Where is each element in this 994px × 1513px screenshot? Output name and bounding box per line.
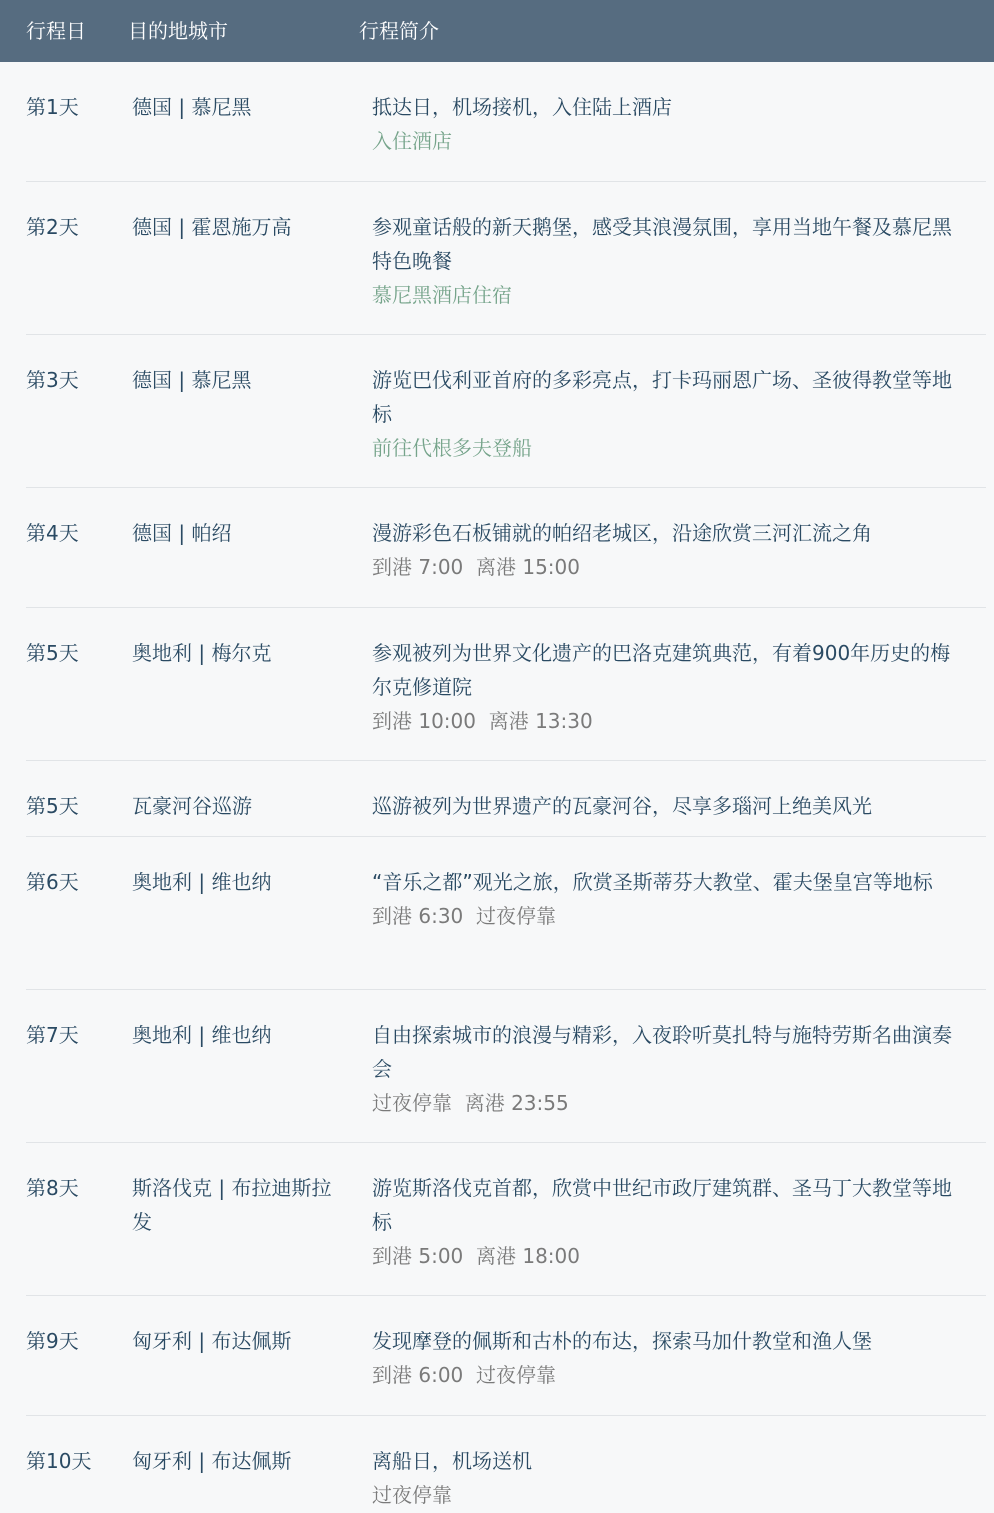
lodging-note: 入住酒店 bbox=[372, 129, 452, 153]
description-text: 巡游被列为世界遗产的瓦豪河谷，尽享多瑙河上绝美风光 bbox=[372, 794, 872, 818]
row-description bbox=[372, 210, 962, 312]
row-day: 第9天 bbox=[26, 1329, 79, 1353]
description-text: 离船日，机场送机 bbox=[372, 1449, 532, 1473]
row-description bbox=[372, 516, 962, 584]
table-row bbox=[26, 335, 986, 488]
row-description bbox=[372, 1171, 962, 1273]
row-description bbox=[372, 789, 962, 823]
row-day: 第6天 bbox=[26, 870, 79, 894]
lodging-note: 慕尼黑酒店住宿 bbox=[372, 283, 512, 307]
row-day: 第4天 bbox=[26, 521, 79, 545]
table-row bbox=[26, 1416, 986, 1513]
row-destination: 奥地利 | 维也纳 bbox=[132, 1023, 272, 1047]
table-row bbox=[26, 761, 986, 837]
description-text: 游览斯洛伐克首都，欣赏中世纪市政厅建筑群、圣马丁大教堂等地标 bbox=[372, 1176, 952, 1234]
row-destination: 奥地利 | 维也纳 bbox=[132, 870, 272, 894]
row-description bbox=[372, 1324, 962, 1392]
row-day: 第5天 bbox=[26, 794, 79, 818]
row-destination: 匈牙利 | 布达佩斯 bbox=[132, 1329, 292, 1353]
row-destination: 德国 | 慕尼黑 bbox=[132, 368, 252, 392]
table-row bbox=[26, 488, 986, 608]
port-times-note: 到港 10:00 离港 13:30 bbox=[372, 709, 593, 733]
port-times-note: 到港 5:00 离港 18:00 bbox=[372, 1244, 580, 1268]
port-times-note: 到港 6:30 过夜停靠 bbox=[372, 904, 556, 928]
port-times-note: 到港 6:00 过夜停靠 bbox=[372, 1363, 556, 1387]
table-row bbox=[26, 837, 986, 990]
row-description bbox=[372, 1018, 962, 1120]
port-times-note: 过夜停靠 bbox=[372, 1483, 452, 1507]
row-destination: 德国 | 慕尼黑 bbox=[132, 95, 252, 119]
row-day: 第5天 bbox=[26, 641, 79, 665]
description-text: 参观被列为世界文化遗产的巴洛克建筑典范，有着900年历史的梅尔克修道院 bbox=[372, 641, 951, 699]
row-day: 第7天 bbox=[26, 1023, 79, 1047]
port-times-note: 过夜停靠 离港 23:55 bbox=[372, 1091, 569, 1115]
description-text: 发现摩登的佩斯和古朴的布达，探索马加什教堂和渔人堡 bbox=[372, 1329, 872, 1353]
table-row bbox=[26, 990, 986, 1143]
table-row bbox=[26, 182, 986, 335]
table-row bbox=[26, 608, 986, 761]
row-description bbox=[372, 1444, 962, 1512]
row-day: 第10天 bbox=[26, 1449, 92, 1473]
row-destination: 德国 | 帕绍 bbox=[132, 521, 232, 545]
row-description bbox=[372, 636, 962, 738]
row-description bbox=[372, 363, 962, 465]
row-description bbox=[372, 90, 962, 158]
header-destination: 目的地城市 bbox=[128, 19, 228, 43]
table-header bbox=[0, 0, 994, 62]
row-day: 第1天 bbox=[26, 95, 79, 119]
header-day: 行程日 bbox=[26, 19, 86, 43]
table-row bbox=[26, 1143, 986, 1296]
row-destination: 瓦豪河谷巡游 bbox=[132, 794, 252, 818]
description-text: 漫游彩色石板铺就的帕绍老城区，沿途欣赏三河汇流之角 bbox=[372, 521, 872, 545]
description-text: 自由探索城市的浪漫与精彩，入夜聆听莫扎特与施特劳斯名曲演奏会 bbox=[372, 1023, 952, 1081]
table-row bbox=[26, 62, 986, 182]
itinerary-rows bbox=[0, 62, 994, 1513]
row-description bbox=[372, 865, 962, 933]
row-day: 第8天 bbox=[26, 1176, 79, 1200]
row-day: 第2天 bbox=[26, 215, 79, 239]
table-row bbox=[26, 1296, 986, 1416]
description-text: 游览巴伐利亚首府的多彩亮点，打卡玛丽恩广场、圣彼得教堂等地标 bbox=[372, 368, 952, 426]
description-text: 参观童话般的新天鹅堡，感受其浪漫氛围，享用当地午餐及慕尼黑特色晚餐 bbox=[372, 215, 952, 273]
row-day: 第3天 bbox=[26, 368, 79, 392]
port-times-note: 到港 7:00 离港 15:00 bbox=[372, 555, 580, 579]
row-destination: 匈牙利 | 布达佩斯 bbox=[132, 1449, 292, 1473]
description-text: 抵达日，机场接机，入住陆上酒店 bbox=[372, 95, 672, 119]
row-destination: 斯洛伐克 | 布拉迪斯拉发 bbox=[132, 1176, 332, 1234]
transfer-note: 前往代根多夫登船 bbox=[372, 436, 532, 460]
row-destination: 奥地利 | 梅尔克 bbox=[132, 641, 272, 665]
row-destination: 德国 | 霍恩施万高 bbox=[132, 215, 292, 239]
description-text: “音乐之都”观光之旅，欣赏圣斯蒂芬大教堂、霍夫堡皇宫等地标 bbox=[372, 870, 933, 894]
header-summary: 行程简介 bbox=[359, 19, 439, 43]
